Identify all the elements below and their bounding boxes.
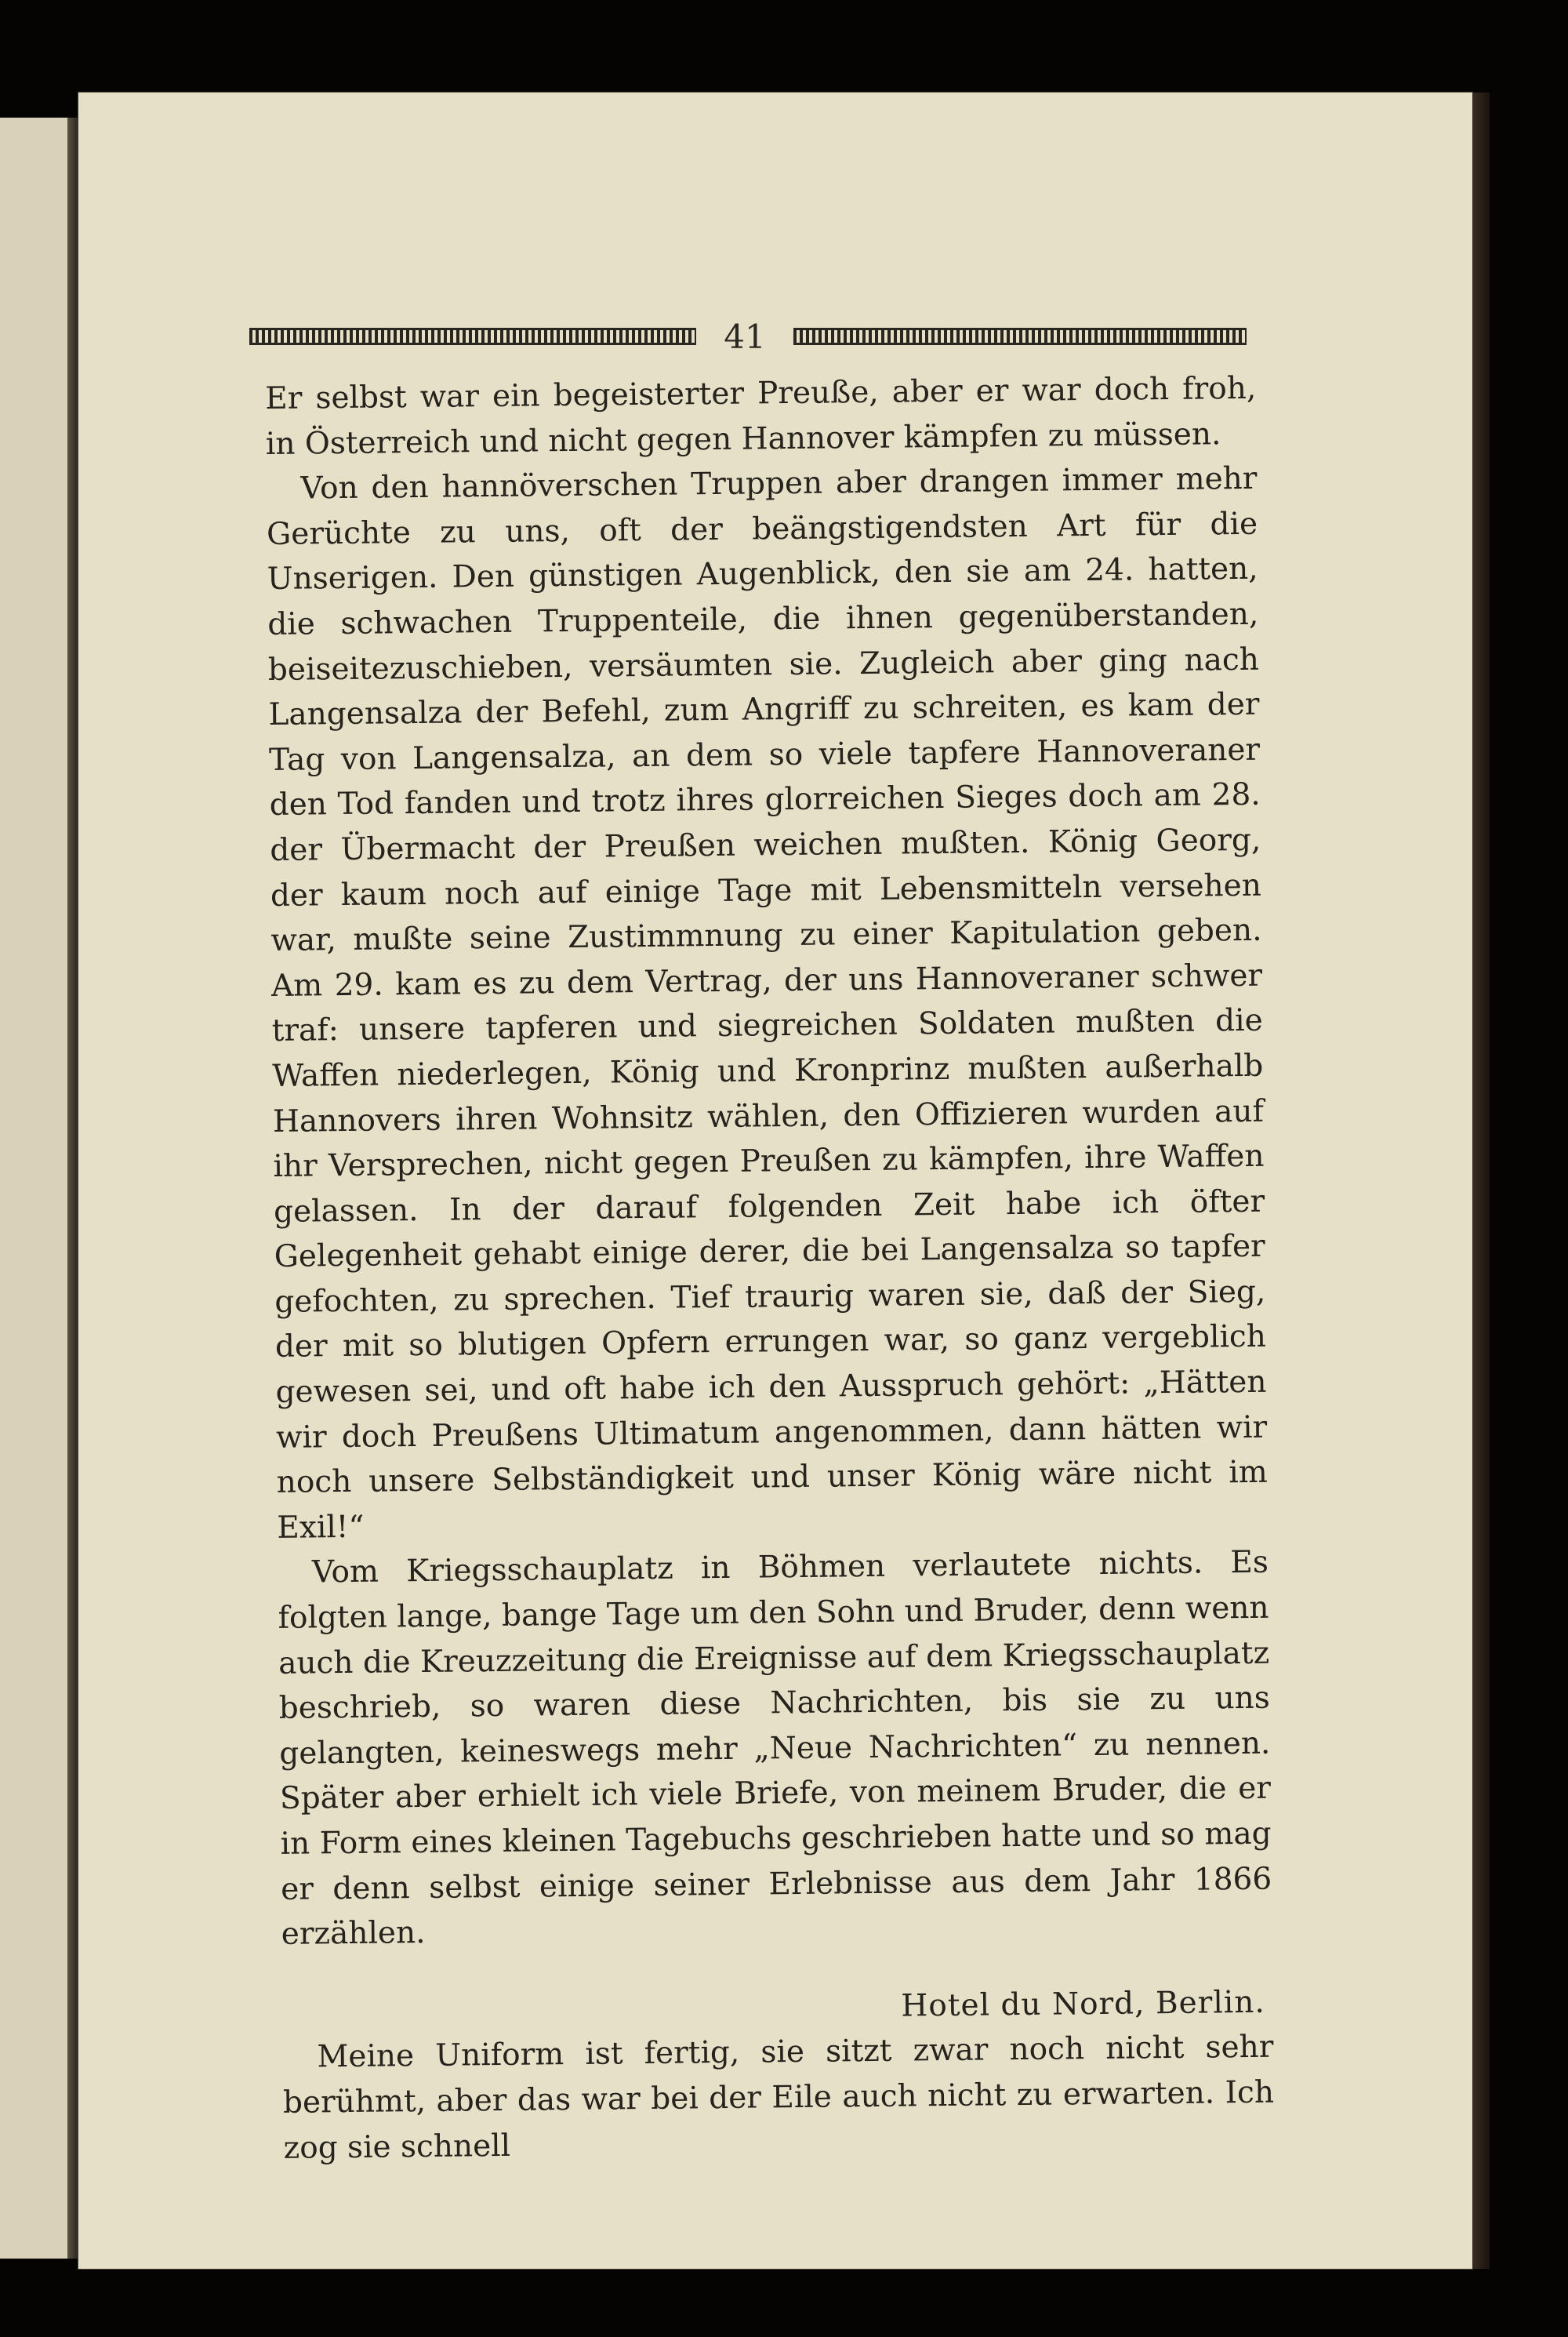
- header-ornament-right: [793, 328, 1247, 345]
- paragraph-4: Meine Uniform ist fertig, sie sitzt zwar noch nicht sehr berühmt, aber das war bei der Eile auch nicht zu erwarten. Ich zog sie schnell: [282, 2030, 1275, 2166]
- paragraph-2: Von den hannöverschen Truppen aber drangen immer mehr Gerüchte zu uns, oft der beängstigendsten Art für die Unserigen. Den günstigen Augenblick, den sie am 24. hatten, die schwachen Truppenteile, die ihnen gegenüberstanden, beiseitezuschieben, versäumten sie. Zugleich aber ging nach Langensalza der Befehl, zum Angriff zu schreiten, es kam der Tag von Langensalza, an dem so viele tapfere Hannoveraner den Tod fanden und trotz ihres glorreichen Sieges doch am 28. der Übermacht der Preußen weichen mußten. König Georg, der kaum noch auf einige Tage mit Lebensmitteln versehen war, mußte seine Zustimmnung zu einer Kapitulation geben. Am 29. kam es zu dem Vertrag, der uns Hannoveraner schwer traf: unsere tapferen und siegreichen Soldaten mußten die Waffen niederlegen, König und Kronprinz mußten außerhalb Hannovers ihren Wohnsitz wählen, den Offizieren wurden auf ihr Versprechen, nicht gegen Preußen zu kämpfen, ihre Waffen gelassen. In der darauf folgenden Zeit habe ich öfter Gelegenheit gehabt einige derer, die bei Langensalza so tapfer gefochten, zu sprechen. Tief traurig waren sie, daß der Sieg, der mit so blutigen Opfern errungen war, so ganz vergeblich gewesen sei, und oft habe ich den Ausspruch gehört: „Hätten wir doch Preußens Ultimatum angenommen, dann hätten wir noch unsere Selbständigkeit und unser König wäre nicht im Exil!“: [266, 460, 1268, 1546]
- previous-page-edge: [0, 118, 69, 2259]
- page-number: 41: [724, 318, 766, 356]
- body-text: [265, 366, 1275, 2171]
- header-ornament-left: [249, 328, 696, 345]
- paragraph-3: Vom Kriegsschauplatz in Böhmen verlautete nichts. Es folgten lange, bange Tage um den Sohn und Bruder, denn wenn auch die Kreuzzeitung die Ereignisse auf dem Kriegsschauplatz beschrieb, so waren diese Nachrichten, bis sie zu uns gelangten, keineswegs mehr „Neue Nachrichten“ zu nennen. Später aber erhielt ich viele Briefe, von meinem Bruder, die er in Form eines kleinen Tagebuchs geschrieben hatte und so mag er denn selbst einige seiner Erlebnisse aus dem Jahr 1866 erzählen.: [278, 1545, 1272, 1953]
- running-header: [249, 317, 1247, 358]
- page-edge-shadow: [1472, 93, 1490, 2269]
- dateline: Hotel du Nord, Berlin.: [901, 1984, 1266, 2024]
- paragraph-1: Er selbst war ein begeisterter Preuße, aber er war doch froh, in Österreich und nicht gegen Hannover kämpfen zu müssen.: [265, 370, 1257, 462]
- book-gutter: [67, 118, 78, 2259]
